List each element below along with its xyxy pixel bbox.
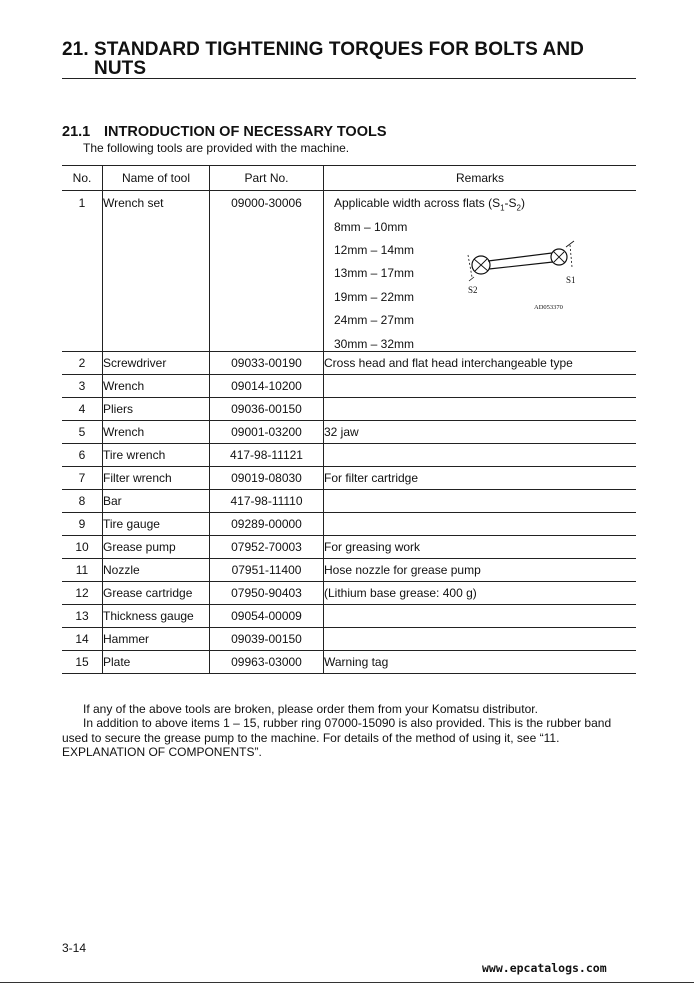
cell-remarks <box>324 375 637 398</box>
cell-part-no: 07950-90403 <box>210 582 324 605</box>
cell-remarks: (Lithium base grease: 400 g) <box>324 582 637 605</box>
cell-name: Grease pump <box>103 536 210 559</box>
cell-part-no: 09014-10200 <box>210 375 324 398</box>
cell-no: 3 <box>62 375 103 398</box>
watermark: www.epcatalogs.com <box>482 961 607 975</box>
size-item: 12mm – 14mm <box>334 243 415 257</box>
table-row <box>62 375 636 398</box>
cell-no: 5 <box>62 421 103 444</box>
table-row <box>62 536 636 559</box>
title-underline <box>62 78 636 79</box>
cell-no: 10 <box>62 536 103 559</box>
cell-remarks <box>324 628 637 651</box>
cell-part-no: 09001-03200 <box>210 421 324 444</box>
cell-remarks <box>324 398 637 421</box>
header-no: No. <box>62 166 103 191</box>
cell-name: Screwdriver <box>103 352 210 375</box>
cell-part-no: 09036-00150 <box>210 398 324 421</box>
cell-name: Grease cartridge <box>103 582 210 605</box>
section-intro: The following tools are provided with the machine. <box>83 141 350 155</box>
cell-remarks: Cross head and flat head interchangeable type <box>324 352 637 375</box>
cell-part-no: 09054-00009 <box>210 605 324 628</box>
cell-name: Nozzle <box>103 559 210 582</box>
table-row <box>62 444 636 467</box>
cell-name: Thickness gauge <box>103 605 210 628</box>
size-item: 8mm – 10mm <box>334 220 408 234</box>
cell-no: 8 <box>62 490 103 513</box>
wrench-diagram <box>466 237 586 317</box>
cell-no: 11 <box>62 559 103 582</box>
cell-part-no: 07951-11400 <box>210 559 324 582</box>
page-number: 3-14 <box>62 941 87 955</box>
cell-name: Wrench <box>103 421 210 444</box>
table-row <box>62 513 636 536</box>
cell-part-no: 07952-70003 <box>210 536 324 559</box>
wrench-handle-icon <box>488 253 553 269</box>
cell-no: 4 <box>62 398 103 421</box>
cell-part-no: 417-98-11110 <box>210 490 324 513</box>
table-row <box>62 421 636 444</box>
page-title <box>62 40 637 78</box>
table-row <box>62 651 636 674</box>
cell-part-no: 09019-08030 <box>210 467 324 490</box>
cell-remarks <box>324 605 637 628</box>
figure-code: AD053370 <box>534 304 563 311</box>
cell-no: 13 <box>62 605 103 628</box>
cell-name: Wrench set <box>103 191 210 352</box>
cell-no: 1 <box>62 191 103 352</box>
cell-remarks <box>324 513 637 536</box>
cell-part-no: 09039-00150 <box>210 628 324 651</box>
cell-name: Filter wrench <box>103 467 210 490</box>
table-row <box>62 467 636 490</box>
cell-no: 12 <box>62 582 103 605</box>
cell-no: 14 <box>62 628 103 651</box>
table-row <box>62 398 636 421</box>
cell-no: 7 <box>62 467 103 490</box>
cell-name: Wrench <box>103 375 210 398</box>
cell-name: Hammer <box>103 628 210 651</box>
cell-remarks: Warning tag <box>324 651 637 674</box>
cell-remarks: Hose nozzle for grease pump <box>324 559 637 582</box>
table-row <box>62 352 636 375</box>
cell-name: Pliers <box>103 398 210 421</box>
tools-table <box>62 165 636 674</box>
chapter-number: 21. <box>62 39 89 60</box>
cell-no: 9 <box>62 513 103 536</box>
cell-name: Tire wrench <box>103 444 210 467</box>
cell-remarks <box>324 490 637 513</box>
cell-name: Plate <box>103 651 210 674</box>
cell-remarks <box>324 444 637 467</box>
page-bottom-edge <box>0 982 694 983</box>
size-item: 13mm – 17mm <box>334 266 415 280</box>
title-line-2: NUTS <box>94 58 147 79</box>
note-broken-tools: If any of the above tools are broken, please order them from your Komatsu distributor. <box>83 702 538 716</box>
section-title: INTRODUCTION OF NECESSARY TOOLS <box>104 124 387 140</box>
header-remarks: Remarks <box>324 166 637 191</box>
cell-part-no: 09033-00190 <box>210 352 324 375</box>
cell-remarks: For greasing work <box>324 536 637 559</box>
size-item: 19mm – 22mm <box>334 290 415 304</box>
cell-part-no: 09000-30006 <box>210 191 324 352</box>
cell-no: 15 <box>62 651 103 674</box>
cell-part-no: 09963-03000 <box>210 651 324 674</box>
table-row-wrench-set <box>62 191 636 352</box>
cell-name: Tire gauge <box>103 513 210 536</box>
header-part-no: Part No. <box>210 166 324 191</box>
label-s1: S1 <box>566 275 576 285</box>
cell-no: 2 <box>62 352 103 375</box>
cell-remarks <box>324 191 637 352</box>
cell-remarks: 32 jaw <box>324 421 637 444</box>
table-row <box>62 628 636 651</box>
section-heading <box>62 124 387 140</box>
note-rubber-ring: In addition to above items 1 – 15, rubber ring 07000-15090 is also provided. This is the rubber band used to secure the grease pump to the machine. For details of the method of using it, see “11. EXPLANATION OF COMPONENTS”. <box>62 716 612 759</box>
width-across-flats-note: Applicable width across flats $(S_1-S_2)$ <box>334 196 525 213</box>
size-item: 24mm – 27mm <box>334 313 415 327</box>
header-name: Name of tool <box>103 166 210 191</box>
size-item: 30mm – 32mm <box>334 337 415 351</box>
cell-name: Bar <box>103 490 210 513</box>
cell-part-no: 417-98-11121 <box>210 444 324 467</box>
table-header-row <box>62 166 636 191</box>
section-number: 21.1 <box>62 124 91 140</box>
cell-part-no: 09289-00000 <box>210 513 324 536</box>
title-line-1: STANDARD TIGHTENING TORQUES FOR BOLTS AND <box>94 39 585 60</box>
table-row <box>62 605 636 628</box>
label-s2: S2 <box>468 285 478 295</box>
cell-no: 6 <box>62 444 103 467</box>
cell-remarks: For filter cartridge <box>324 467 637 490</box>
table-row <box>62 559 636 582</box>
table-row <box>62 490 636 513</box>
table-row <box>62 582 636 605</box>
